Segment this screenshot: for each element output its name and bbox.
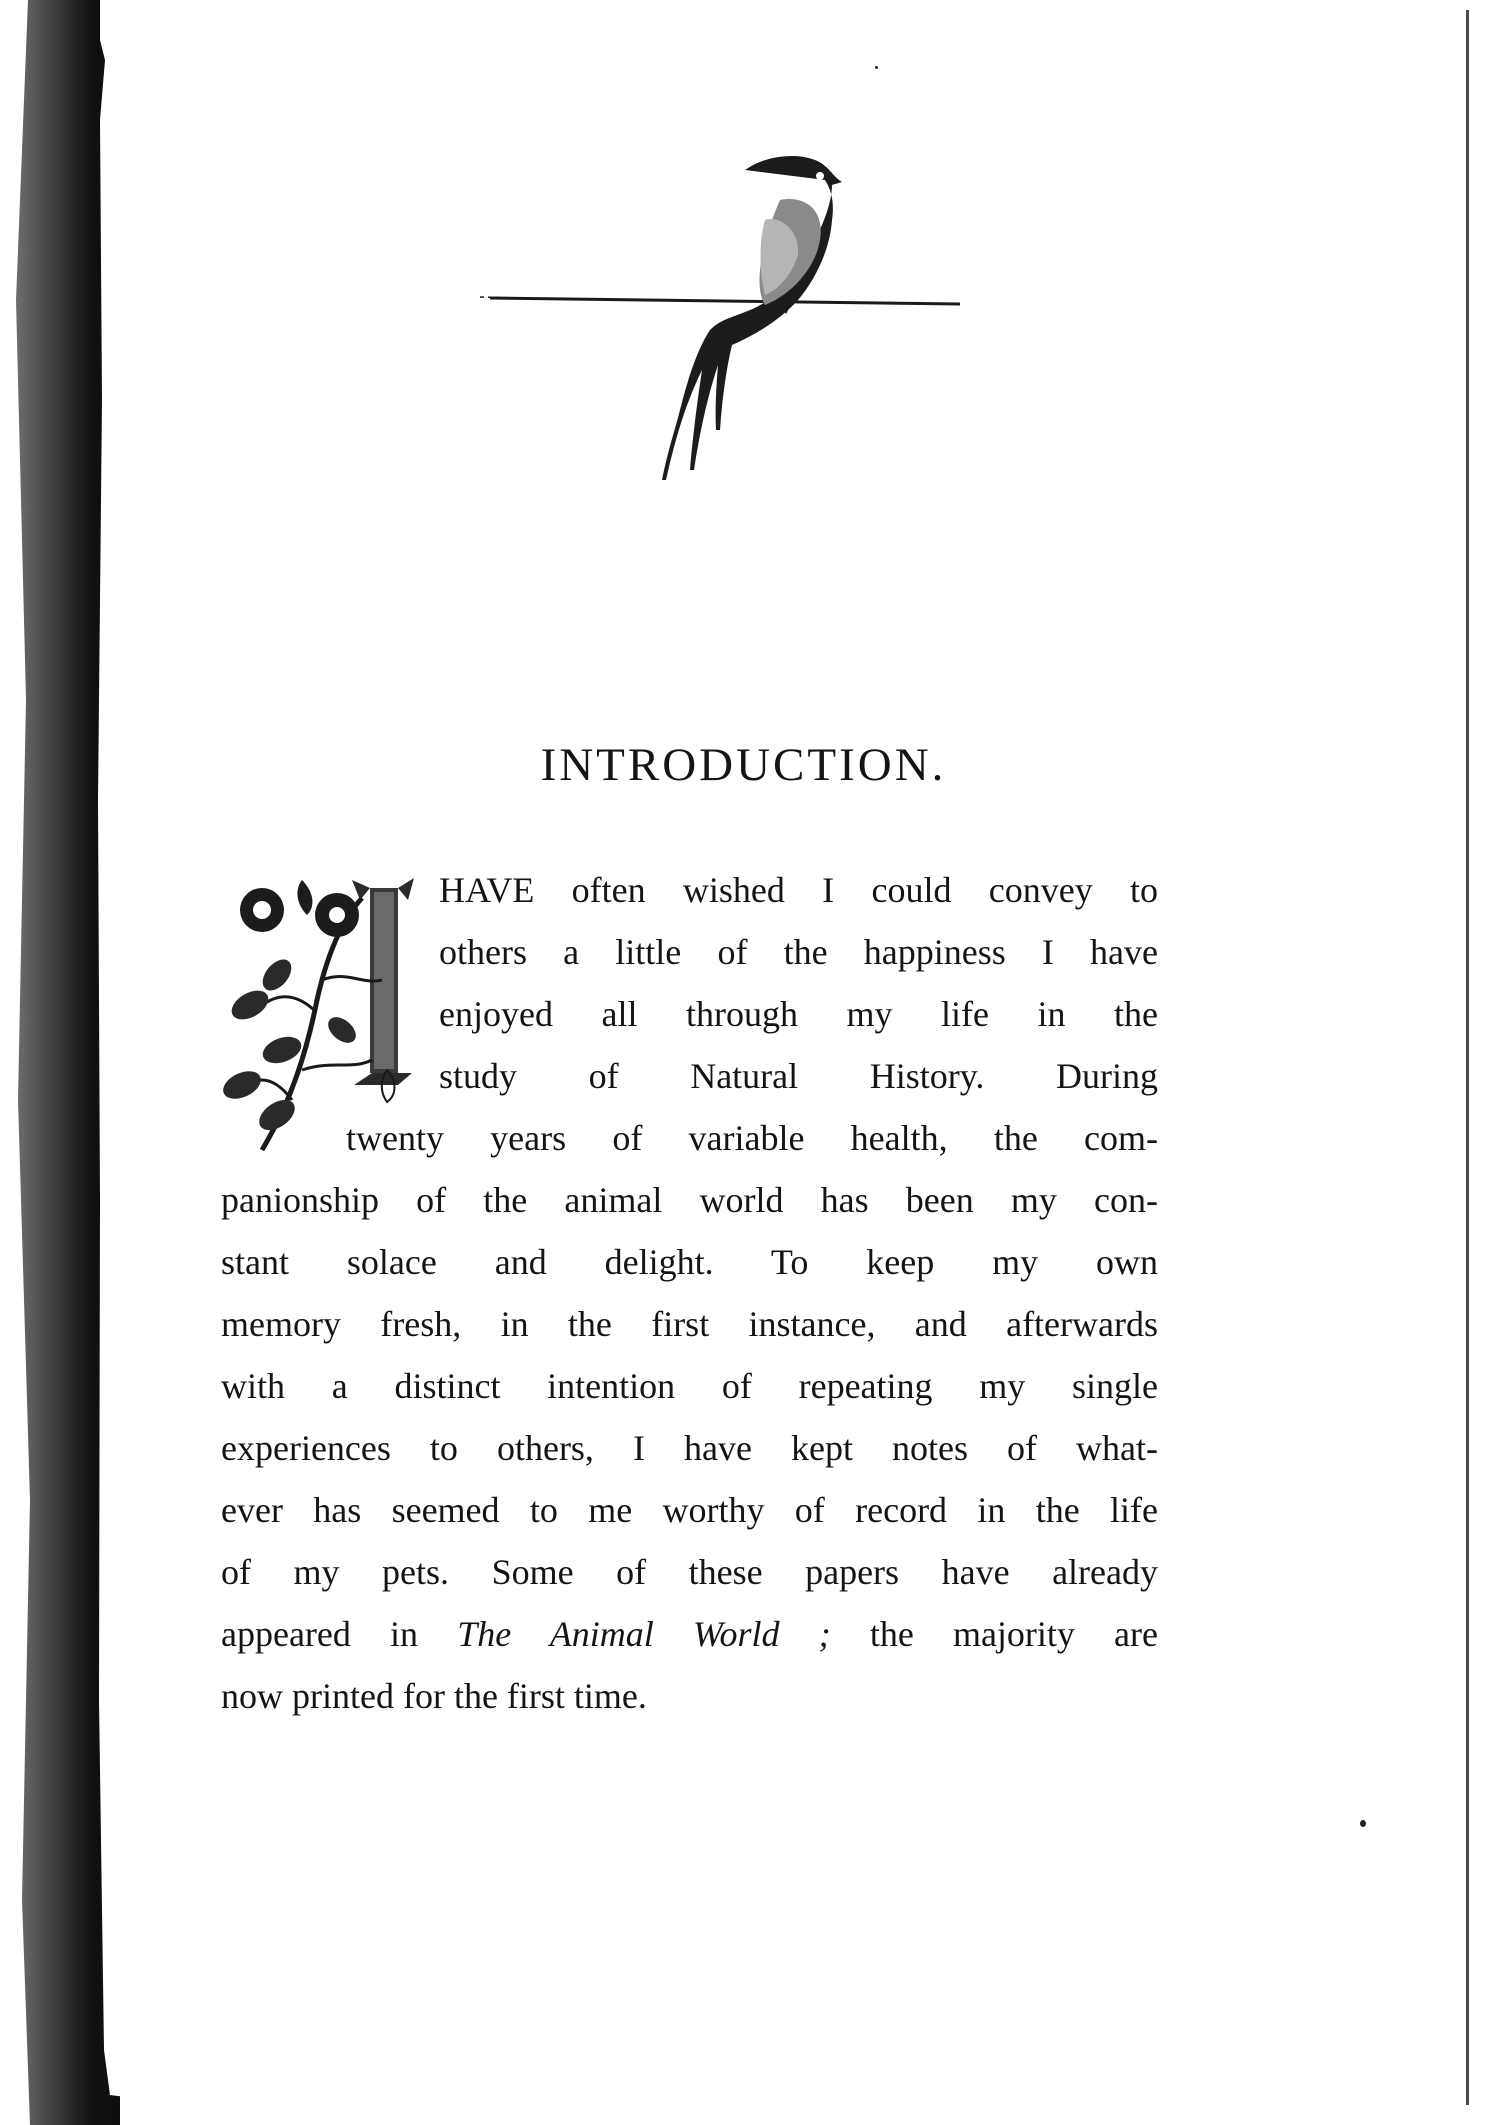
- page-right-border: [1466, 10, 1469, 2105]
- text-line: [221, 1610, 1158, 1658]
- text-line: now printed for the first time.: [221, 1676, 647, 1716]
- text-line: enjoyed all through my life in the: [439, 994, 1158, 1034]
- text-line: twenty years of variable health, the com-: [346, 1118, 1158, 1158]
- text-line: HAVE often wished I could convey to: [439, 870, 1158, 910]
- chapter-heading: INTRODUCTION.: [540, 739, 947, 791]
- swallow-vignette-illustration: [480, 140, 1000, 500]
- book-spine-shadow: [0, 0, 120, 2125]
- italic-title: The Animal World ;: [457, 1614, 831, 1654]
- text-line: stant solace and delight. To keep my own: [221, 1242, 1158, 1282]
- text-line: with a distinct intention of repeating my single: [221, 1366, 1158, 1406]
- text-line: panionship of the animal world has been my con-: [221, 1180, 1158, 1220]
- text-line: memory fresh, in the first instance, and afterwards: [221, 1304, 1158, 1344]
- text-run: the majority are: [830, 1614, 1159, 1654]
- text-line: experiences to others, I have kept notes of what-: [221, 1428, 1158, 1468]
- ink-speck: [1360, 1820, 1366, 1827]
- text-line: others a little of the happiness I have: [439, 932, 1158, 972]
- text-line: ever has seemed to me worthy of record in the life: [221, 1490, 1158, 1530]
- ink-speck: [875, 66, 878, 69]
- text-line: of my pets. Some of these papers have already: [221, 1552, 1158, 1592]
- text-run: appeared in: [221, 1614, 458, 1654]
- text-line: study of Natural History. During: [439, 1056, 1158, 1096]
